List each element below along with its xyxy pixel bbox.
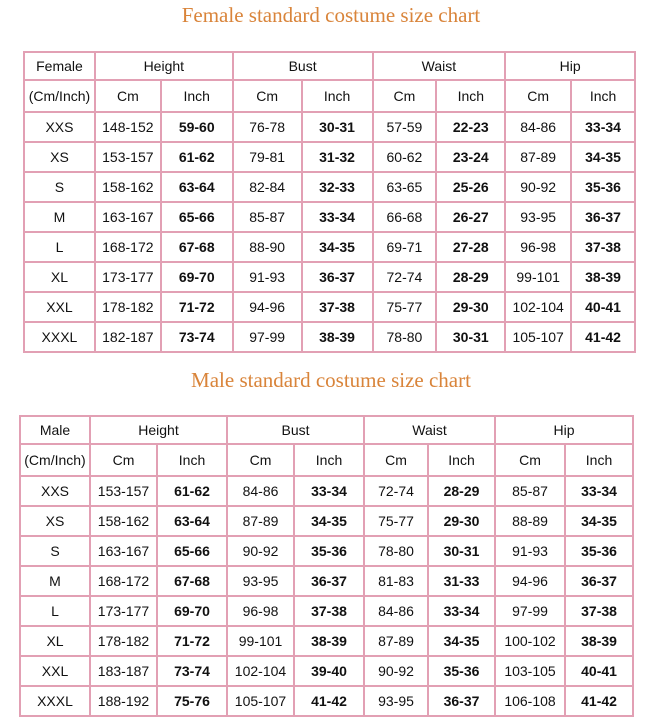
unit-inch: Inch xyxy=(436,80,505,112)
unit-cm: Cm xyxy=(90,444,157,476)
inch-value: 36-37 xyxy=(302,262,373,292)
unit-row xyxy=(24,80,635,112)
corner-label: Male xyxy=(20,416,90,444)
cm-value: 90-92 xyxy=(505,172,571,202)
cm-value: 94-96 xyxy=(233,292,302,322)
unit-cm: Cm xyxy=(373,80,437,112)
cm-value: 158-162 xyxy=(90,506,157,536)
table-row xyxy=(20,566,633,596)
size-label: L xyxy=(20,596,90,626)
inch-value: 34-35 xyxy=(294,506,364,536)
inch-value: 63-64 xyxy=(161,172,233,202)
inch-value: 69-70 xyxy=(157,596,227,626)
inch-value: 38-39 xyxy=(302,322,373,352)
inch-value: 34-35 xyxy=(428,626,495,656)
cm-value: 60-62 xyxy=(373,142,437,172)
cm-value: 173-177 xyxy=(95,262,161,292)
cm-value: 91-93 xyxy=(495,536,565,566)
cm-value: 94-96 xyxy=(495,566,565,596)
unit-inch: Inch xyxy=(428,444,495,476)
cm-value: 163-167 xyxy=(90,536,157,566)
male-chart-title: Male standard costume size chart xyxy=(191,368,471,392)
cm-value: 97-99 xyxy=(495,596,565,626)
table-row xyxy=(24,172,635,202)
header-row xyxy=(24,52,635,80)
size-label: XXL xyxy=(20,656,90,686)
cm-value: 88-90 xyxy=(233,232,302,262)
inch-value: 33-34 xyxy=(428,596,495,626)
size-label: XXXL xyxy=(20,686,90,716)
cm-value: 148-152 xyxy=(95,112,161,142)
cm-value: 84-86 xyxy=(505,112,571,142)
cm-value: 84-86 xyxy=(364,596,428,626)
inch-value: 27-28 xyxy=(436,232,505,262)
inch-value: 41-42 xyxy=(571,322,635,352)
cm-value: 153-157 xyxy=(90,476,157,506)
units-label: (Cm/Inch) xyxy=(20,444,90,476)
cm-value: 78-80 xyxy=(373,322,437,352)
cm-value: 96-98 xyxy=(227,596,294,626)
inch-value: 37-38 xyxy=(294,596,364,626)
inch-value: 67-68 xyxy=(161,232,233,262)
unit-cm: Cm xyxy=(227,444,294,476)
table-row xyxy=(24,232,635,262)
cm-value: 102-104 xyxy=(505,292,571,322)
inch-value: 67-68 xyxy=(157,566,227,596)
inch-value: 34-35 xyxy=(302,232,373,262)
cm-value: 84-86 xyxy=(227,476,294,506)
table-row xyxy=(24,322,635,352)
size-label: M xyxy=(24,202,95,232)
table-row xyxy=(24,202,635,232)
unit-inch: Inch xyxy=(161,80,233,112)
waist-header: Waist xyxy=(364,416,495,444)
cm-value: 158-162 xyxy=(95,172,161,202)
inch-value: 26-27 xyxy=(436,202,505,232)
inch-value: 38-39 xyxy=(565,626,633,656)
table-row xyxy=(24,142,635,172)
inch-value: 31-33 xyxy=(428,566,495,596)
cm-value: 93-95 xyxy=(364,686,428,716)
inch-value: 34-35 xyxy=(571,142,635,172)
inch-value: 36-37 xyxy=(428,686,495,716)
cm-value: 66-68 xyxy=(373,202,437,232)
inch-value: 41-42 xyxy=(565,686,633,716)
cm-value: 90-92 xyxy=(227,536,294,566)
size-label: M xyxy=(20,566,90,596)
cm-value: 79-81 xyxy=(233,142,302,172)
table-row xyxy=(24,292,635,322)
table-row xyxy=(20,476,633,506)
size-label: L xyxy=(24,232,95,262)
inch-value: 69-70 xyxy=(161,262,233,292)
inch-value: 40-41 xyxy=(565,656,633,686)
table-row xyxy=(24,262,635,292)
size-label: XXS xyxy=(20,476,90,506)
size-label: XL xyxy=(24,262,95,292)
height-header: Height xyxy=(90,416,227,444)
inch-value: 41-42 xyxy=(294,686,364,716)
inch-value: 30-31 xyxy=(302,112,373,142)
inch-value: 38-39 xyxy=(571,262,635,292)
table-row xyxy=(20,686,633,716)
height-header: Height xyxy=(95,52,233,80)
cm-value: 163-167 xyxy=(95,202,161,232)
inch-value: 34-35 xyxy=(565,506,633,536)
inch-value: 23-24 xyxy=(436,142,505,172)
cm-value: 69-71 xyxy=(373,232,437,262)
unit-cm: Cm xyxy=(364,444,428,476)
inch-value: 36-37 xyxy=(565,566,633,596)
cm-value: 57-59 xyxy=(373,112,437,142)
inch-value: 35-36 xyxy=(428,656,495,686)
cm-value: 82-84 xyxy=(233,172,302,202)
inch-value: 25-26 xyxy=(436,172,505,202)
inch-value: 29-30 xyxy=(436,292,505,322)
unit-cm: Cm xyxy=(233,80,302,112)
inch-value: 30-31 xyxy=(428,536,495,566)
table-row xyxy=(24,112,635,142)
bust-header: Bust xyxy=(233,52,373,80)
cm-value: 168-172 xyxy=(95,232,161,262)
cm-value: 188-192 xyxy=(90,686,157,716)
cm-value: 178-182 xyxy=(95,292,161,322)
hip-header: Hip xyxy=(505,52,635,80)
cm-value: 182-187 xyxy=(95,322,161,352)
inch-value: 63-64 xyxy=(157,506,227,536)
unit-inch: Inch xyxy=(565,444,633,476)
unit-inch: Inch xyxy=(302,80,373,112)
cm-value: 99-101 xyxy=(227,626,294,656)
cm-value: 72-74 xyxy=(364,476,428,506)
size-label: S xyxy=(20,536,90,566)
cm-value: 168-172 xyxy=(90,566,157,596)
cm-value: 75-77 xyxy=(364,506,428,536)
inch-value: 37-38 xyxy=(302,292,373,322)
size-label: XS xyxy=(20,506,90,536)
female-size-table xyxy=(23,51,636,353)
cm-value: 106-108 xyxy=(495,686,565,716)
cm-value: 105-107 xyxy=(227,686,294,716)
cm-value: 183-187 xyxy=(90,656,157,686)
size-label: XXS xyxy=(24,112,95,142)
table-row xyxy=(20,596,633,626)
cm-value: 87-89 xyxy=(364,626,428,656)
cm-value: 81-83 xyxy=(364,566,428,596)
unit-cm: Cm xyxy=(95,80,161,112)
units-label: (Cm/Inch) xyxy=(24,80,95,112)
cm-value: 100-102 xyxy=(495,626,565,656)
inch-value: 73-74 xyxy=(161,322,233,352)
inch-value: 39-40 xyxy=(294,656,364,686)
inch-value: 61-62 xyxy=(161,142,233,172)
unit-inch: Inch xyxy=(157,444,227,476)
cm-value: 93-95 xyxy=(227,566,294,596)
inch-value: 71-72 xyxy=(161,292,233,322)
cm-value: 88-89 xyxy=(495,506,565,536)
cm-value: 87-89 xyxy=(227,506,294,536)
inch-value: 71-72 xyxy=(157,626,227,656)
cm-value: 85-87 xyxy=(233,202,302,232)
waist-header: Waist xyxy=(373,52,506,80)
inch-value: 38-39 xyxy=(294,626,364,656)
inch-value: 65-66 xyxy=(157,536,227,566)
cm-value: 63-65 xyxy=(373,172,437,202)
inch-value: 36-37 xyxy=(571,202,635,232)
inch-value: 73-74 xyxy=(157,656,227,686)
cm-value: 87-89 xyxy=(505,142,571,172)
male-size-table xyxy=(19,415,634,717)
table-row xyxy=(20,656,633,686)
cm-value: 93-95 xyxy=(505,202,571,232)
header-row xyxy=(20,416,633,444)
cm-value: 153-157 xyxy=(95,142,161,172)
cm-value: 99-101 xyxy=(505,262,571,292)
inch-value: 30-31 xyxy=(436,322,505,352)
inch-value: 36-37 xyxy=(294,566,364,596)
inch-value: 22-23 xyxy=(436,112,505,142)
cm-value: 72-74 xyxy=(373,262,437,292)
inch-value: 33-34 xyxy=(302,202,373,232)
cm-value: 173-177 xyxy=(90,596,157,626)
inch-value: 65-66 xyxy=(161,202,233,232)
cm-value: 75-77 xyxy=(373,292,437,322)
cm-value: 85-87 xyxy=(495,476,565,506)
cm-value: 76-78 xyxy=(233,112,302,142)
inch-value: 33-34 xyxy=(565,476,633,506)
inch-value: 75-76 xyxy=(157,686,227,716)
inch-value: 40-41 xyxy=(571,292,635,322)
table-row xyxy=(20,626,633,656)
corner-label: Female xyxy=(24,52,95,80)
unit-inch: Inch xyxy=(294,444,364,476)
hip-header: Hip xyxy=(495,416,633,444)
cm-value: 78-80 xyxy=(364,536,428,566)
female-chart-title: Female standard costume size chart xyxy=(181,3,481,27)
inch-value: 33-34 xyxy=(571,112,635,142)
size-label: S xyxy=(24,172,95,202)
inch-value: 59-60 xyxy=(161,112,233,142)
cm-value: 97-99 xyxy=(233,322,302,352)
inch-value: 61-62 xyxy=(157,476,227,506)
inch-value: 31-32 xyxy=(302,142,373,172)
cm-value: 96-98 xyxy=(505,232,571,262)
inch-value: 28-29 xyxy=(436,262,505,292)
table-row xyxy=(20,536,633,566)
cm-value: 90-92 xyxy=(364,656,428,686)
size-label: XL xyxy=(20,626,90,656)
inch-value: 35-36 xyxy=(294,536,364,566)
cm-value: 178-182 xyxy=(90,626,157,656)
unit-inch: Inch xyxy=(571,80,635,112)
cm-value: 91-93 xyxy=(233,262,302,292)
inch-value: 28-29 xyxy=(428,476,495,506)
cm-value: 105-107 xyxy=(505,322,571,352)
unit-row xyxy=(20,444,633,476)
inch-value: 32-33 xyxy=(302,172,373,202)
cm-value: 102-104 xyxy=(227,656,294,686)
bust-header: Bust xyxy=(227,416,364,444)
table-row xyxy=(20,506,633,536)
size-label: XS xyxy=(24,142,95,172)
size-label: XXXL xyxy=(24,322,95,352)
inch-value: 35-36 xyxy=(565,536,633,566)
unit-cm: Cm xyxy=(495,444,565,476)
inch-value: 37-38 xyxy=(571,232,635,262)
unit-cm: Cm xyxy=(505,80,571,112)
inch-value: 29-30 xyxy=(428,506,495,536)
inch-value: 35-36 xyxy=(571,172,635,202)
size-label: XXL xyxy=(24,292,95,322)
inch-value: 37-38 xyxy=(565,596,633,626)
cm-value: 103-105 xyxy=(495,656,565,686)
inch-value: 33-34 xyxy=(294,476,364,506)
